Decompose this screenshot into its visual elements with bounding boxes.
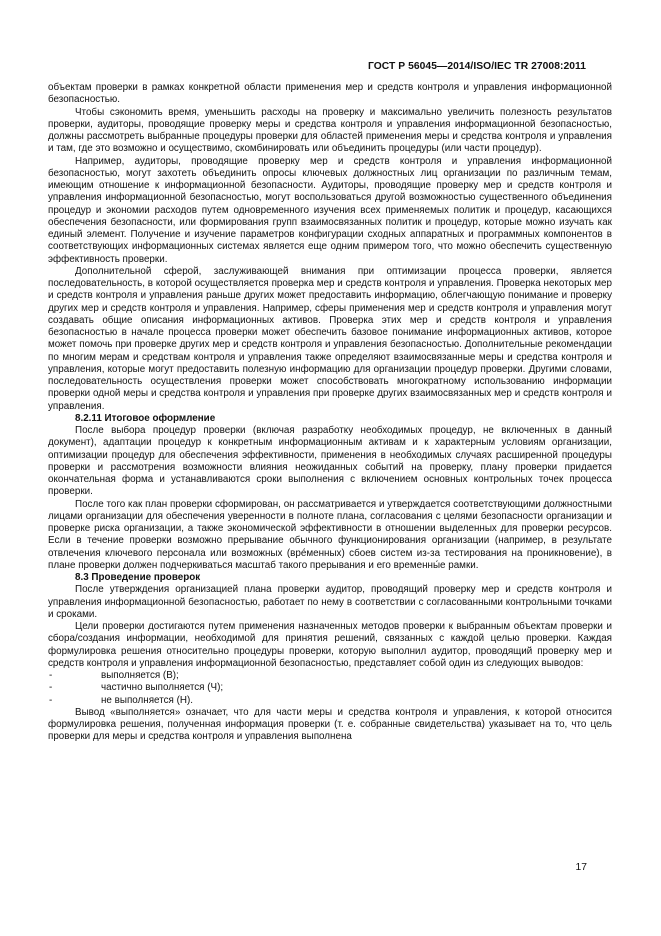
page-header: ГОСТ Р 56045—2014/ISO/IEC TR 27008:2011	[367, 61, 586, 72]
paragraph: Цели проверки достигаются путем применения назначенных методов проверки к выбранным объектам проверки и сбора/создания информации, необходимой для принятия решений, связанных с каждой целью проверки. Каждая формулировка решения относительно процедуры проверки, которую выполнил аудитор, проводящий проверку мер и средств контроля и управления информационной безопасностью, представляет собой один из следующих выводов:	[48, 621, 612, 669]
list-item-text: выполняется (В);	[101, 670, 179, 681]
paragraph: Например, аудиторы, проводящие проверку мер и средств контроля и управления информационной безопасностью, могут захотеть объединить опросы ключевых должностных лиц организации по различным темам, имеющим отношение к информационной безопасности. Аудиторы, проводящие проверку мер и средств контроля и управления информационной безопасностью, могут воспользоваться другой возможностью существенного объединения процедур и экономии расходов путем одновременного изучения всех применяемых политик и процедур, касающихся обеспечения безопасности, или формирования групп взаимосвязанных политик и процедур, которые можно изучать как единый элемент. Получение и изучение параметров конфигурации сходных аппаратных и программных компонентов в соответствующих информационных системах является еще одним примером того, что можно обеспечить существенную эффективность проверки.	[48, 155, 612, 265]
list-bullet: -	[49, 682, 53, 694]
paragraph: Дополнительной сферой, заслуживающей внимания при оптимизации процесса проверки, является последовательность, в которой осуществляется проверка мер и средств контроля и управления. Проверка некоторых мер и средств контроля и управления раньше других может предоставить информацию, облегчающую понимание и проверку других мер и средств контроля и управления. Например, сферы применения мер и средств контроля и управления могут создавать общие описания информационных активов. Проверка этих мер и средств контроля и управления безопасностью в начале процесса проверки может обеспечить базовое понимание информационных активов, которое может помочь при проверке других мер и средств контроля и управления безопасностью. Дополнительные рекомендации по многим мерам и средствам контроля и управления также определяют взаимосвязанные меры и средства контроля и управления, которые могут предоставить полезную информацию для организации процедур проверки. Другими словами, последовательность осуществления проверки может способствовать многократному использованию информации проверки одной меры и средства контроля и управления при проверке других взаимосвязанных мер и средств контроля и управления.	[48, 265, 612, 412]
list-bullet: -	[49, 694, 53, 706]
paragraph: Чтобы сэкономить время, уменьшить расходы на проверку и максимально увеличить полезность результатов проверки, аудиторы, проводящие проверку меры и средства контроля и управления информационной безопасностью, должны рассмотреть выбранные процедуры проверки для областей применения меры и средства контроля и управления и там, где это возможно и осуществимо, скомбинировать или объединить процедуры (или части процедур).	[48, 106, 612, 155]
document-body	[48, 82, 612, 744]
list-item-text: частично выполняется (Ч);	[101, 682, 224, 694]
list-bullet: -	[49, 670, 53, 681]
list-item	[48, 682, 612, 694]
paragraph: объектам проверки в рамках конкретной области применения мер и средств контроля и управления информационной безопасностью.	[48, 82, 612, 106]
paragraph: После того как план проверки сформирован, он рассматривается и утверждается соответствующими должностными лицами организации для обеспечения уверенности в полноте плана, согласования с целями безопасности организации и проверке риска организации, а также экономической эффективности в отношении выделенных для проверки ресурсов. Если в течение проверки возможно прерывание обычного функционирования организации (например, в результате отвлечения ключевого персонала или возможных (вре́менных) сбоев систем из-за тестирования на проникновение), в плане проверки должен подчеркиваться масштаб такого прерывания и его временны́е рамки.	[48, 498, 612, 571]
list-item	[48, 670, 612, 682]
section-heading: 8.2.11 Итоговое оформление	[75, 412, 216, 424]
list-item-text: не выполняется (Н).	[101, 694, 193, 706]
list-item	[48, 695, 612, 707]
page-number: 17	[575, 862, 587, 873]
paragraph: После утверждения организацией плана проверки аудитор, проводящий проверку мер и средств контроля и управления информационной безопасностью, работает по нему в соответствии с согласованными контрольными точками и сроками.	[48, 584, 612, 620]
section-heading: 8.3 Проведение проверок	[75, 572, 201, 583]
outcome-list	[48, 670, 612, 707]
paragraph: После выбора процедур проверки (включая разработку необходимых процедур, не включенных в данный документ), адаптации процедур к конкретным информационным активам и к характерным условиям организации, оптимизации процедур для обеспечения эффективности, применения в необходимых случаях расширенной процедуры проверки и рассмотрения возможности влияния неожиданных событий на проверку, плану проверки придается окончательная форма и устанавливаются сроки выполнения с включением основных контрольных точек процесса проверки.	[48, 425, 612, 498]
paragraph: Вывод «выполняется» означает, что для части меры и средства контроля и управления, к которой относится формулировка решения, полученная информация проверки (т. е. собранные свидетельства) указывает на то, что цель проверки для меры и средства контроля и управления выполнена	[48, 706, 612, 743]
